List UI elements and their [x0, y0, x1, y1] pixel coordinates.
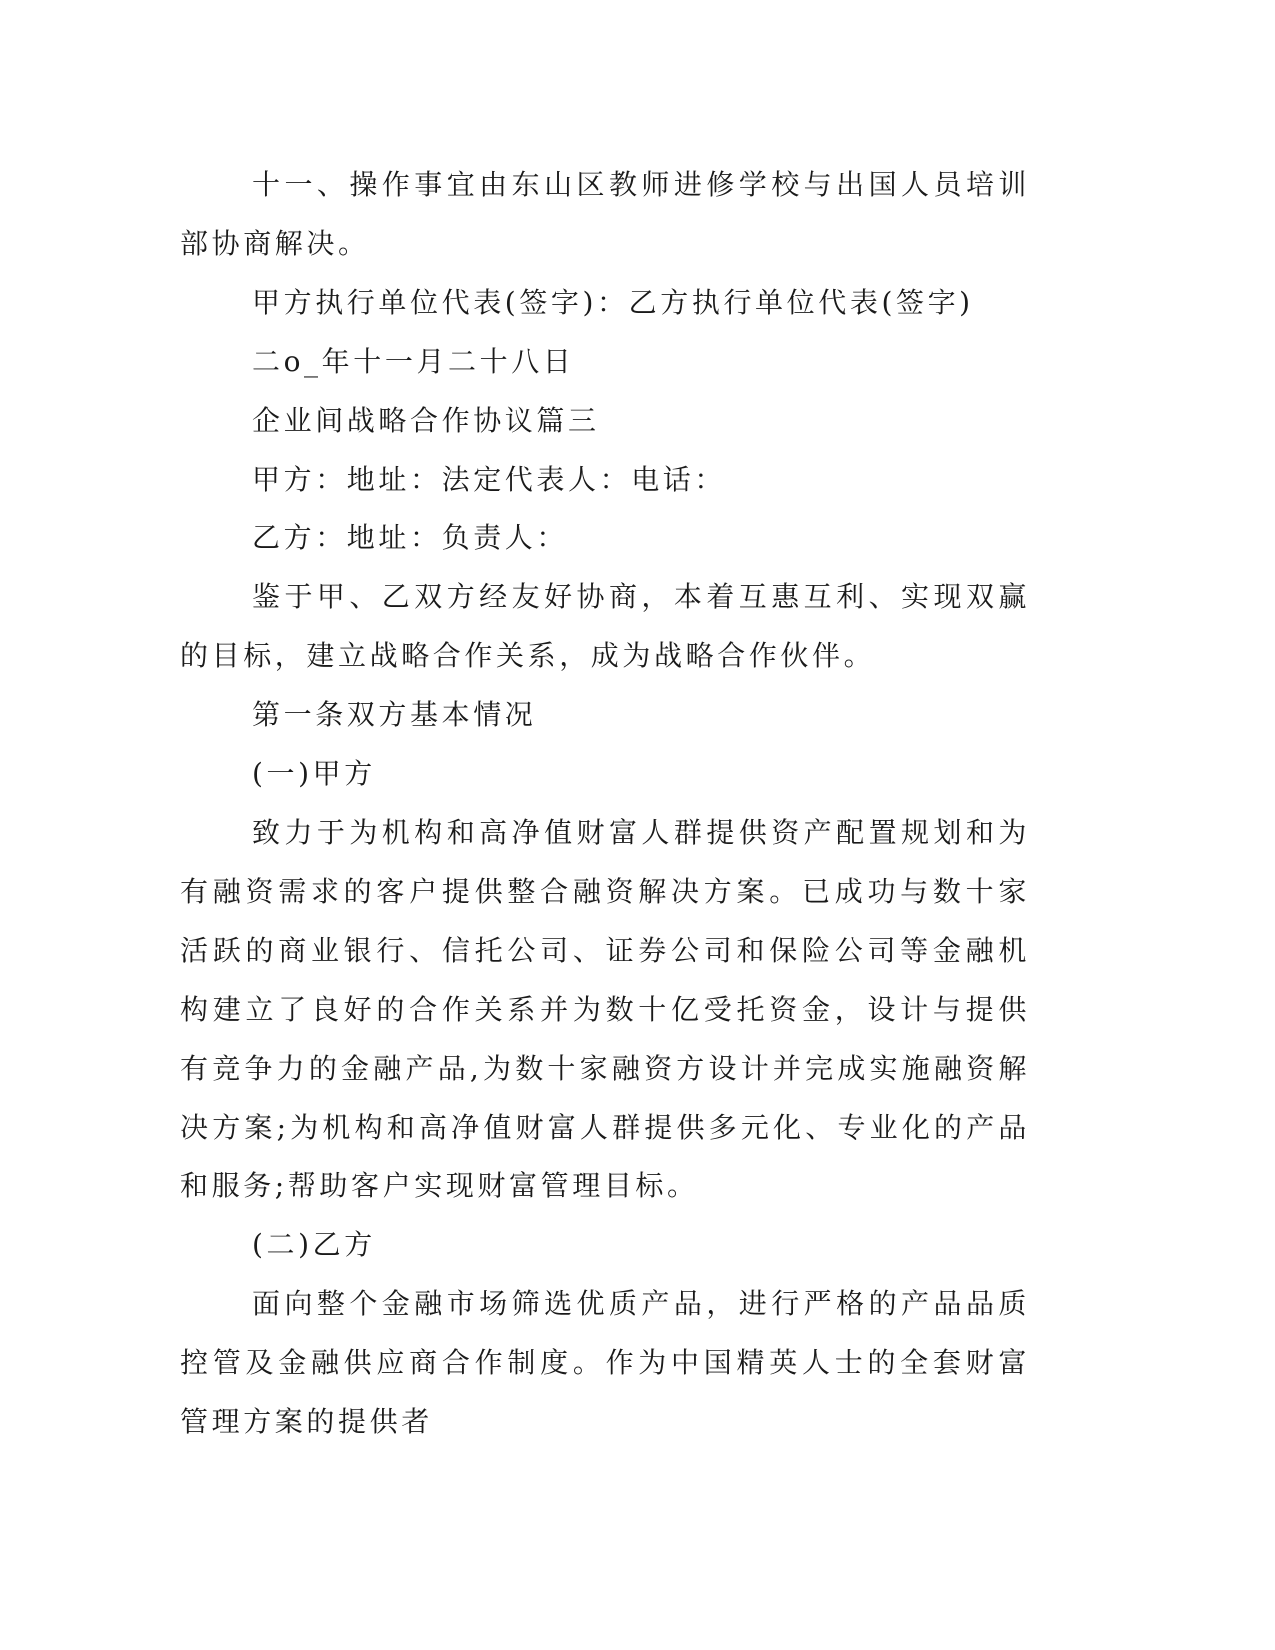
- paragraph-preamble: 鉴于甲、乙双方经友好协商，本着互惠互利、实现双赢的目标，建立战略合作关系，成为战略合作伙伴。: [180, 580, 1030, 673]
- article-one-heading: 第一条双方基本情况: [252, 698, 537, 732]
- paragraph-party-a-description: 致力于为机构和高净值财富人群提供资产配置规划和为有融资需求的客户提供整合融资解决方案。已成功与数十家活跃的商业银行、信托公司、证券公司和保险公司等金融机构建立了良好的合作关系并为数十亿受托资金，设计与提供有竞争力的金融产品,为数十家融资方设计并完成实施融资解决方案;为机构和高净值财富人群提供多元化、专业化的产品和服务;帮助客户实现财富管理目标。: [180, 815, 1030, 1203]
- paragraph-operation-matters: 十一、操作事宜由东山区教师进修学校与出国人员培训部协商解决。: [180, 168, 1030, 260]
- document-body: [180, 156, 1030, 1452]
- paragraph-date: 二o_年十一月二十八日: [252, 344, 575, 378]
- paragraph-party-b-description: 面向整个金融市场筛选优质产品，进行严格的产品品质控管及金融供应商合作制度。作为中国精英人士的全套财富管理方案的提供者: [180, 1287, 1030, 1439]
- party-b-info: 乙方：地址：负责人：: [252, 521, 569, 555]
- subsection-party-b-heading: (二)乙方: [252, 1228, 376, 1262]
- party-a-info: 甲方：地址：法定代表人：电话：: [252, 462, 727, 496]
- subsection-party-a-heading: (一)甲方: [252, 757, 376, 791]
- section-title: 企业间战略合作协议篇三: [252, 403, 600, 437]
- paragraph-signatures: 甲方执行单位代表(签字)：乙方执行单位代表(签字): [252, 285, 974, 319]
